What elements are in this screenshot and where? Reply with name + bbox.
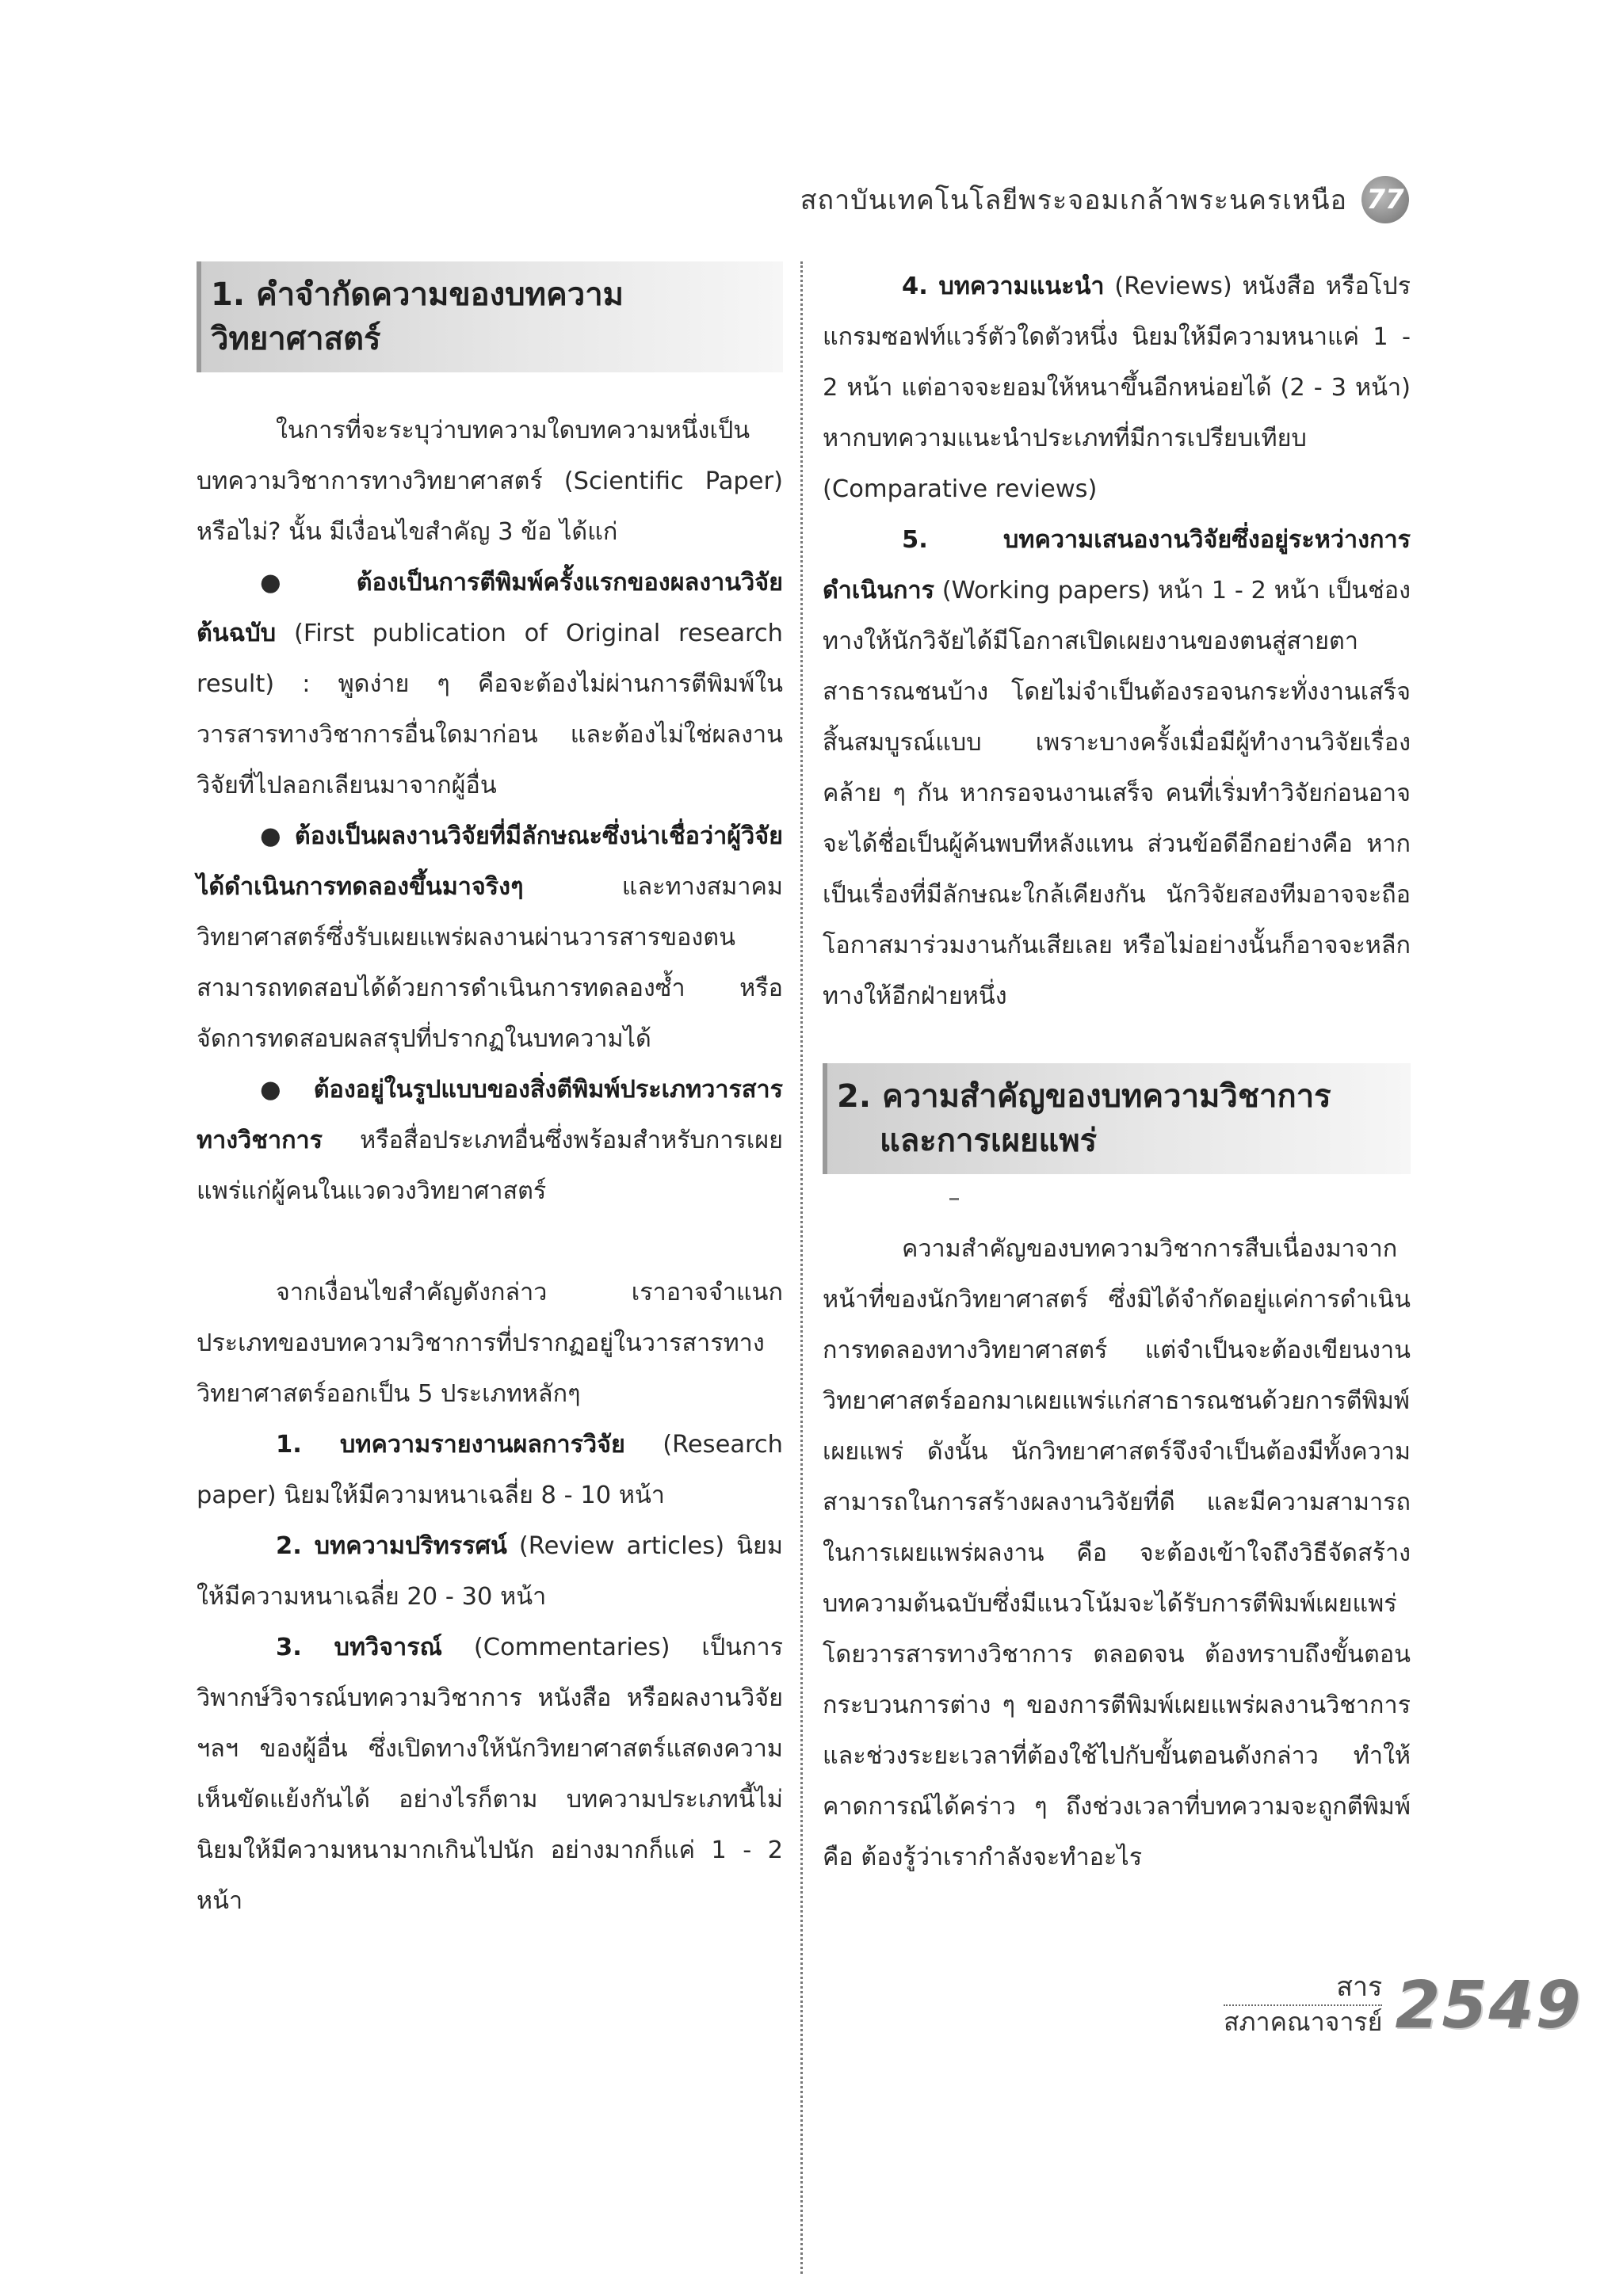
page-number-badge: 77	[1361, 176, 1409, 223]
type-2	[197, 1521, 783, 1623]
section-2-heading	[823, 1063, 1411, 1174]
type-4	[823, 261, 1411, 515]
running-header	[800, 176, 1409, 223]
bullet-icon: ●	[260, 569, 315, 597]
type-3-bold: 3. บทวิจารณ์	[276, 1634, 442, 1661]
institution-name: สถาบันเทคโนโลยีพระจอมเกล้าพระนครเหนือ	[800, 185, 1347, 216]
bullet-icon: ●	[260, 1076, 294, 1104]
journal-year: 2549	[1395, 1968, 1583, 2043]
type-1	[197, 1420, 783, 1521]
section-2-title-line2: และการเผยแพร่	[880, 1123, 1098, 1159]
condition-1-text: (First publication of Original research result) : พูดง่าย ๆ คือจะต้องไม่ผ่านการตีพิมพ์ในวารสารทางวิชาการอื่นใดมาก่อน และต้องไม่ใช่ผลงานวิจัยที่ไปลอกเลียนมาจากผู้อื่น	[197, 620, 783, 799]
condition-2-bold: ต้องเป็นผลงานวิจัยที่มีลักษณะซึ่งน่าเชื่อว่าผู้วิจัยได้ดำเนินการทดลองขึ้นมาจริงๆ	[197, 822, 783, 901]
condition-3	[197, 1065, 783, 1217]
journal-name-line1: สาร	[1224, 1971, 1382, 2006]
section-1-heading	[197, 261, 783, 372]
type-1-text: (Research paper) นิยมให้มีความหนาเฉลี่ย 8 - 10 หน้า	[197, 1431, 783, 1509]
type-3	[197, 1623, 783, 1927]
type-2-text: (Review articles) นิยมให้มีความหนาเฉลี่ย 20 - 30 หน้า	[197, 1532, 783, 1611]
print-mark	[949, 1198, 959, 1200]
condition-1-bold: ต้องเป็นการตีพิมพ์ครั้งแรกของผลงานวิจัยต้นฉบับ	[197, 569, 783, 647]
spacer	[197, 1217, 783, 1268]
section-1-title: 1. คำจำกัดความของบทความวิทยาศาสตร์	[211, 277, 624, 357]
type-5	[823, 515, 1411, 1022]
type-5-text: (Working papers) หน้า 1 - 2 หน้า เป็นช่องทางให้นักวิจัยได้มีโอกาสเปิดเผยงานของตนสู่สายตาสาธารณชนบ้าง โดยไม่จำเป็นต้องรอจนกระทั่งงานเสร็จสิ้นสมบูรณ์แบบ เพราะบางครั้งเมื่อมีผู้ทำงานวิจัยเรื่องคล้าย ๆ กัน หากรอจนงานเสร็จ คนที่เริ่มทำวิจัยก่อนอาจจะได้ชื่อเป็นผู้ค้นพบทีหลังแทน ส่วนข้อดีอีกอย่างคือ หากเป็นเรื่องที่มีลักษณะใกล้เคียงกัน นักวิจัยสองทีมอาจจะถือโอกาสมาร่วมงานกันเสียเลย หรือไม่อย่างนั้นก็อาจจะหลีกทางให้อีกฝ่ายหนึ่ง	[823, 577, 1411, 1010]
condition-2	[197, 811, 783, 1065]
bullet-icon: ●	[260, 822, 285, 850]
type-4-bold: 4. บทความแนะนำ	[902, 273, 1105, 300]
section-2-title-line1: 2. ความสำคัญของบทความวิชาการ	[837, 1078, 1331, 1115]
journal-name-line2: สภาคณาจารย์	[1224, 2007, 1383, 2037]
type-5-bold: 5. บทความเสนองานวิจัยซึ่งอยู่ระหว่างการดำเนินการ	[823, 526, 1411, 605]
journal-name	[1224, 1971, 1382, 2038]
left-column	[197, 261, 783, 1927]
journal-footer-logo	[1224, 1968, 1583, 2043]
right-column	[823, 261, 1411, 1883]
type-4-text: (Reviews) หนังสือ หรือโปรแกรมซอฟท์แวร์ตัวใดตัวหนึ่ง นิยมให้มีความหนาแค่ 1 - 2 หน้า แต่อาจจะยอมให้หนาขึ้นอีกหน่อยได้ (2 - 3 หน้า) หากบทความแนะนำประเภทที่มีการเปรียบเทียบ (Comparative reviews)	[823, 273, 1411, 503]
condition-2-text: และทางสมาคมวิทยาศาสตร์ซึ่งรับเผยแพร่ผลงานผ่านวารสารของตนสามารถทดสอบได้ด้วยการดำเนินการทดลองซ้ำ หรือจัดการทดสอบผลสรุปที่ปรากฏในบทความได้	[197, 873, 783, 1053]
intro-paragraph: ในการที่จะระบุว่าบทความใดบทความหนึ่งเป็นบทความวิชาการทางวิทยาศาสตร์ (Scientific Paper) หรือไม่? นั้น มีเงื่อนไขสำคัญ 3 ข้อ ได้แก่	[197, 417, 783, 546]
type-2-bold: 2. บทความปริทรรศน์	[276, 1532, 507, 1560]
condition-3-text: หรือสื่อประเภทอื่นซึ่งพร้อมสำหรับการเผยแพร่แก่ผู้คนในแวดวงวิทยาศาสตร์	[197, 1127, 783, 1205]
column-divider	[800, 261, 803, 2274]
classification-paragraph: จากเงื่อนไขสำคัญดังกล่าว เราอาจจำแนกประเภทของบทความวิชาการที่ปรากฏอยู่ในวารสารทางวิทยาศาสตร์ออกเป็น 5 ประเภทหลักๆ	[197, 1279, 783, 1408]
type-3-text: (Commentaries) เป็นการวิพากษ์วิจารณ์บทความวิชาการ หนังสือ หรือผลงานวิจัย ฯลฯ ของผู้อื่น ซึ่งเปิดทางให้นักวิทยาศาสตร์แสดงความเห็นขัดแย้งกันได้ อย่างไรก็ตาม บทความประเภทนี้ไม่นิยมให้มีความหนามากเกินไปนัก อย่างมากก็แค่ 1 - 2 หน้า	[197, 1634, 783, 1915]
condition-3-bold: ต้องอยู่ในรูปแบบของสิ่งตีพิมพ์ประเภทวารสารทางวิชาการ	[197, 1076, 783, 1154]
spacer	[823, 1022, 1411, 1063]
condition-1	[197, 558, 783, 811]
importance-paragraph: ความสำคัญของบทความวิชาการสืบเนื่องมาจากหน้าที่ของนักวิทยาศาสตร์ ซึ่งมิได้จำกัดอยู่แค่การดำเนินการทดลองทางวิทยาศาสตร์ แต่จำเป็นจะต้องเขียนงานวิทยาศาสตร์ออกมาเผยแพร่แก่สาธารณชนด้วยการตีพิมพ์เผยแพร่ ดังนั้น นักวิทยาศาสตร์จึงจำเป็นต้องมีทั้งความสามารถในการสร้างผลงานวิจัยที่ดี และมีความสามารถในการเผยแพร่ผลงาน คือ จะต้องเข้าใจถึงวิธีจัดสร้างบทความต้นฉบับซึ่งมีแนวโน้มจะได้รับการตีพิมพ์เผยแพร่โดยวารสารทางวิชาการ ตลอดจน ต้องทราบถึงขั้นตอนกระบวนการต่าง ๆ ของการตีพิมพ์เผยแพร่ผลงานวิชาการ และช่วงระยะเวลาที่ต้องใช้ไปกับขั้นตอนดังกล่าว ทำให้คาดการณ์ได้คร่าว ๆ ถึงช่วงเวลาที่บทความจะถูกตีพิมพ์ คือ ต้องรู้ว่าเรากำลังจะทำอะไร	[823, 1235, 1411, 1871]
type-1-bold: 1. บทความรายงานผลการวิจัย	[276, 1431, 625, 1459]
